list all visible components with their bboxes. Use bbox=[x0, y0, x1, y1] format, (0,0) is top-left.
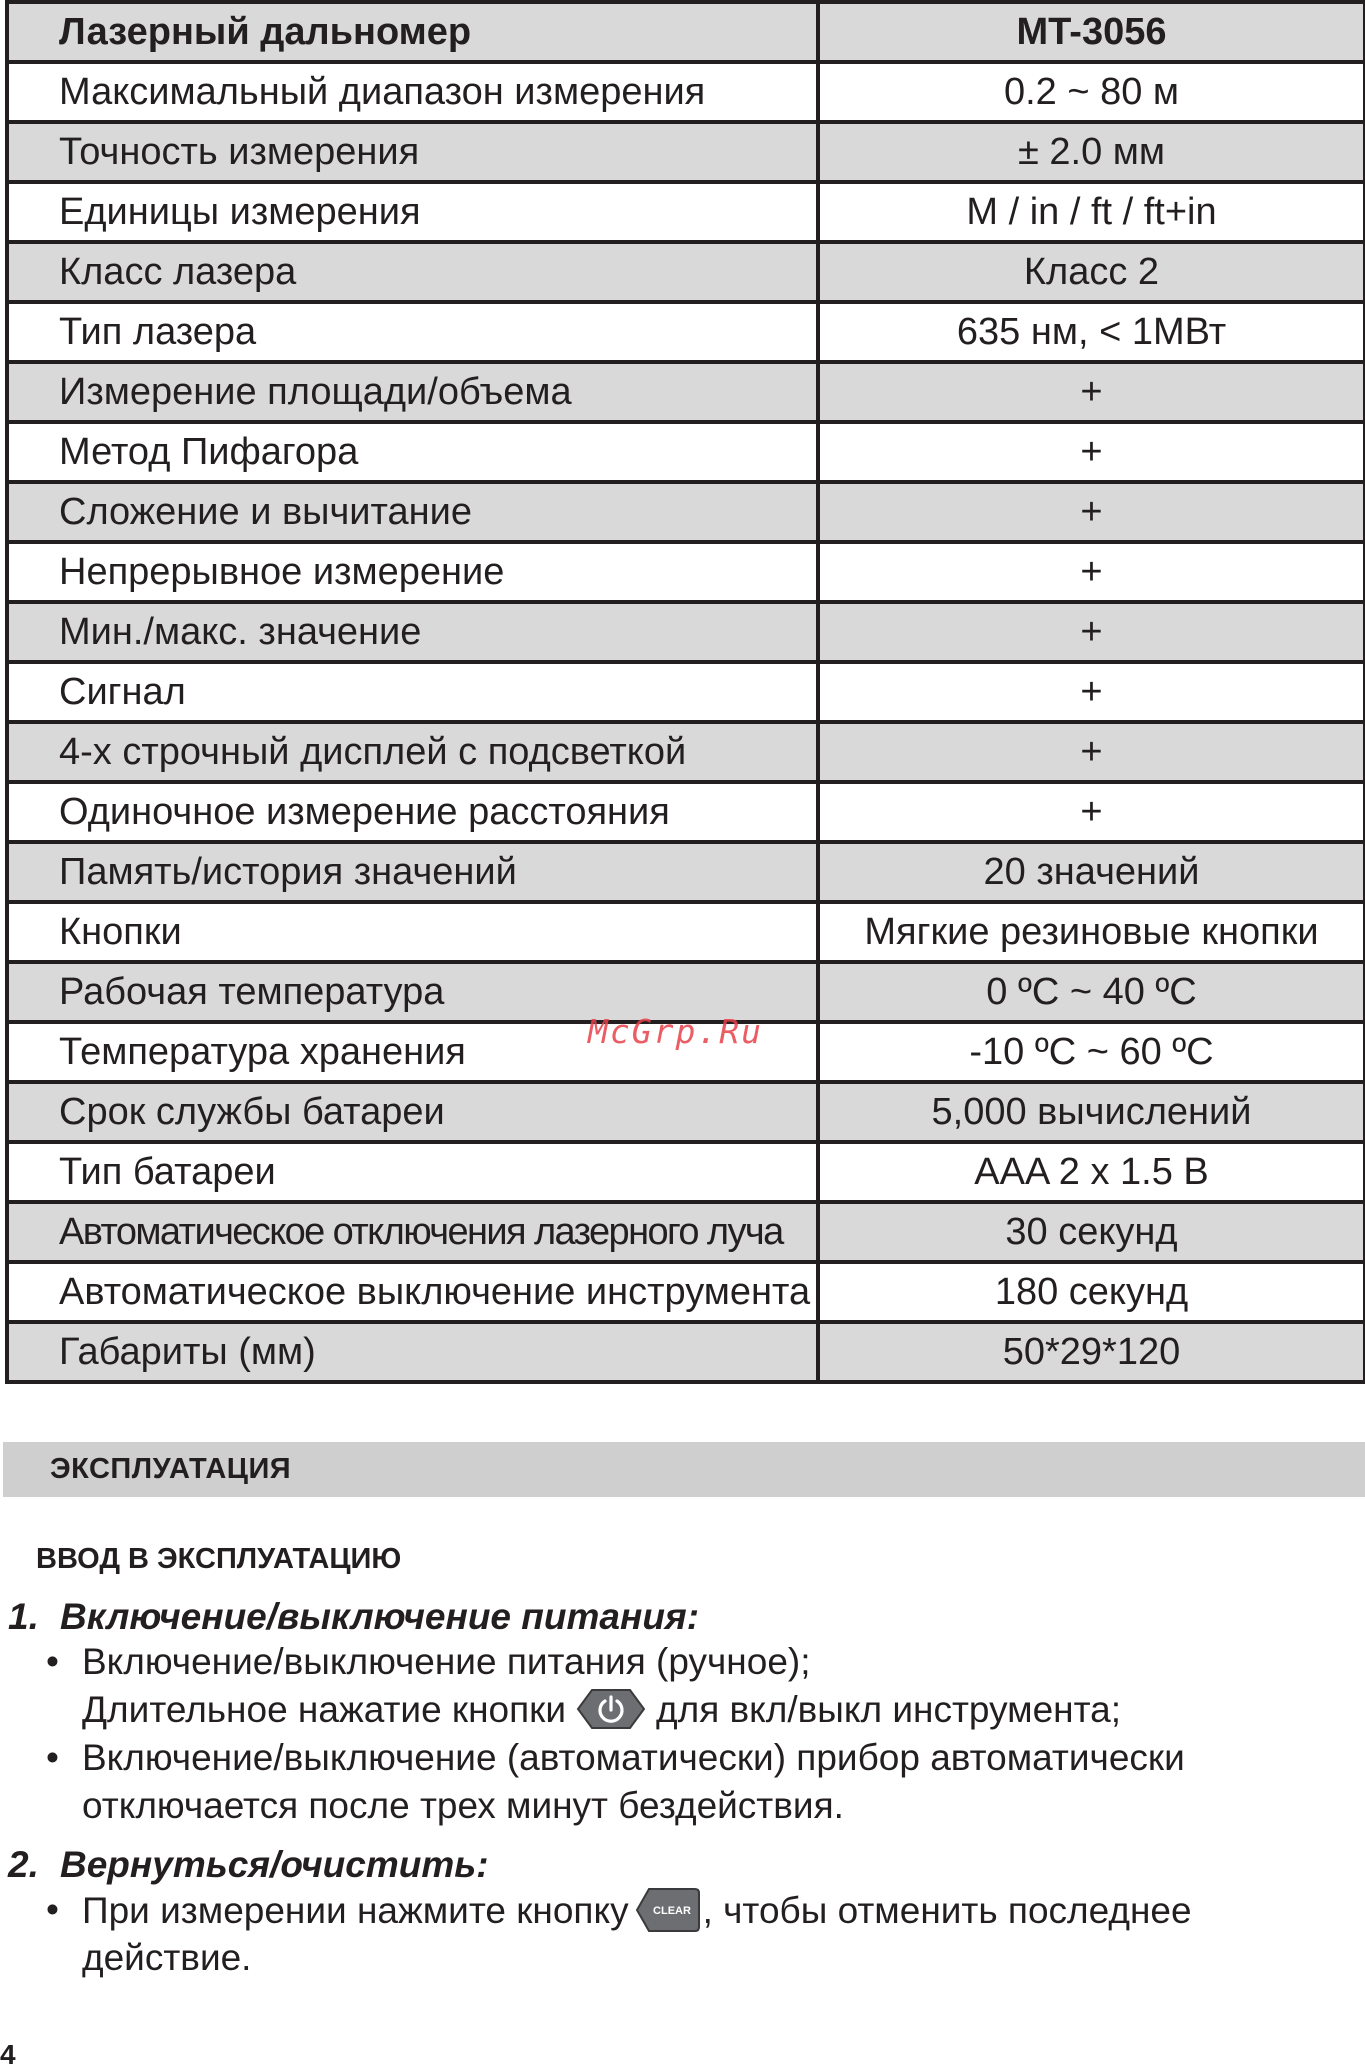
spec-row bbox=[7, 1262, 1365, 1322]
spec-row bbox=[7, 1142, 1365, 1202]
step-1-title bbox=[8, 1596, 699, 1638]
bullet-glyph: • bbox=[46, 1641, 59, 1682]
spec-row bbox=[7, 482, 1365, 542]
spec-name: Тип лазера bbox=[7, 302, 818, 362]
spec-row bbox=[7, 1202, 1365, 1262]
clear-key-label: CLEAR bbox=[652, 1905, 691, 1917]
spec-value: 0 ºC ~ 40 ºC bbox=[818, 962, 1365, 1022]
spec-header-name: Лазерный дальномер bbox=[7, 2, 818, 62]
section-bar bbox=[3, 1442, 1365, 1497]
spec-value: 0.2 ~ 80 м bbox=[818, 62, 1365, 122]
spec-value: 20 значений bbox=[818, 842, 1365, 902]
spec-table bbox=[5, 0, 1365, 1384]
spec-name: Габариты (мм) bbox=[7, 1322, 818, 1382]
step-2-number: 2. bbox=[8, 1844, 39, 1885]
power-icon bbox=[576, 1687, 646, 1731]
spec-row bbox=[7, 842, 1365, 902]
spec-row bbox=[7, 1082, 1365, 1142]
step-1-bullet-2-line-1: Включение/выключение (автоматически) прибор автоматически bbox=[82, 1737, 1185, 1778]
spec-row bbox=[7, 122, 1365, 182]
spec-name: 4-х строчный дисплей с подсветкой bbox=[7, 722, 818, 782]
spec-name: Непрерывное измерение bbox=[7, 542, 818, 602]
step-1-bullet-2-line-2: отключается после трех минут бездействия. bbox=[82, 1785, 844, 1826]
spec-value: 30 секунд bbox=[818, 1202, 1365, 1262]
step-2-text-after-key: , чтобы отменить последнее bbox=[702, 1889, 1192, 1931]
step-2-bullet-1-line-1 bbox=[82, 1886, 1192, 1940]
spec-value: AAA 2 x 1.5 B bbox=[818, 1142, 1365, 1202]
step-1-bullet-1-line-2 bbox=[82, 1686, 1121, 1737]
step-2-title-text: Вернуться/очистить: bbox=[60, 1844, 489, 1885]
spec-row bbox=[7, 62, 1365, 122]
spec-name: Температура хранения bbox=[7, 1022, 818, 1082]
spec-name: Память/история значений bbox=[7, 842, 818, 902]
spec-name: Рабочая температура bbox=[7, 962, 818, 1022]
step-2-bullet-1-line-2: действие. bbox=[82, 1937, 252, 1978]
spec-value: + bbox=[818, 602, 1365, 662]
spec-name: Срок службы батареи bbox=[7, 1082, 818, 1142]
step-1-text-before-key: Длительное нажатие кнопки bbox=[82, 1689, 567, 1730]
step-2-text-before-key: При измерении нажмите кнопку bbox=[82, 1889, 629, 1931]
spec-name: Мин./макс. значение bbox=[7, 602, 818, 662]
spec-row bbox=[7, 362, 1365, 422]
spec-row bbox=[7, 722, 1365, 782]
clear-key-icon bbox=[635, 1886, 701, 1934]
spec-name: Кнопки bbox=[7, 902, 818, 962]
spec-name: Класс лазера bbox=[7, 242, 818, 302]
spec-value: + bbox=[818, 782, 1365, 842]
spec-value: ± 2.0 мм bbox=[818, 122, 1365, 182]
spec-table-header bbox=[7, 2, 1365, 62]
spec-value: 5,000 вычислений bbox=[818, 1082, 1365, 1142]
spec-value: + bbox=[818, 722, 1365, 782]
spec-name: Максимальный диапазон измерения bbox=[7, 62, 818, 122]
step-1-text-after-key: для вкл/выкл инструмента; bbox=[656, 1689, 1122, 1730]
spec-row bbox=[7, 542, 1365, 602]
bullet-glyph: • bbox=[46, 1889, 59, 1930]
bullet-glyph: • bbox=[46, 1737, 59, 1778]
spec-name: Автоматическое отключения лазерного луча bbox=[7, 1202, 818, 1262]
spec-value: 635 нм, < 1МВт bbox=[818, 302, 1365, 362]
spec-value: Класс 2 bbox=[818, 242, 1365, 302]
spec-name: Одиночное измерение расстояния bbox=[7, 782, 818, 842]
spec-value: 50*29*120 bbox=[818, 1322, 1365, 1382]
step-1-number: 1. bbox=[8, 1596, 39, 1637]
spec-value: M / in / ft / ft+in bbox=[818, 182, 1365, 242]
spec-row bbox=[7, 1322, 1365, 1382]
spec-name: Метод Пифагора bbox=[7, 422, 818, 482]
spec-name: Единицы измерения bbox=[7, 182, 818, 242]
spec-row bbox=[7, 242, 1365, 302]
spec-row bbox=[7, 782, 1365, 842]
spec-value: + bbox=[818, 362, 1365, 422]
step-1-bullet-1-line-1: Включение/выключение питания (ручное); bbox=[82, 1641, 811, 1682]
spec-name: Сложение и вычитание bbox=[7, 482, 818, 542]
section-subheading: ВВОД В ЭКСПЛУАТАЦИЮ bbox=[36, 1543, 402, 1575]
spec-row bbox=[7, 662, 1365, 722]
spec-row bbox=[7, 902, 1365, 962]
spec-value: 180 секунд bbox=[818, 1262, 1365, 1322]
step-1-title-text: Включение/выключение питания: bbox=[60, 1596, 700, 1637]
spec-name: Измерение площади/объема bbox=[7, 362, 818, 422]
spec-name: Сигнал bbox=[7, 662, 818, 722]
spec-name: Точность измерения bbox=[7, 122, 818, 182]
spec-row bbox=[7, 602, 1365, 662]
spec-row bbox=[7, 422, 1365, 482]
spec-name: Автоматическое выключение инструмента bbox=[7, 1262, 818, 1322]
section-title: ЭКСПЛУАТАЦИЯ bbox=[50, 1453, 292, 1485]
spec-row bbox=[7, 302, 1365, 362]
spec-value: -10 ºC ~ 60 ºC bbox=[818, 1022, 1365, 1082]
page-number: 4 bbox=[0, 2039, 16, 2070]
spec-value: + bbox=[818, 482, 1365, 542]
step-2-title bbox=[8, 1844, 489, 1886]
spec-value: + bbox=[818, 662, 1365, 722]
spec-header-model: MT-3056 bbox=[818, 2, 1365, 62]
spec-name: Тип батареи bbox=[7, 1142, 818, 1202]
spec-value: Мягкие резиновые кнопки bbox=[818, 902, 1365, 962]
spec-value: + bbox=[818, 422, 1365, 482]
spec-row bbox=[7, 182, 1365, 242]
watermark: McGrp.Ru bbox=[588, 1012, 763, 1051]
spec-value: + bbox=[818, 542, 1365, 602]
